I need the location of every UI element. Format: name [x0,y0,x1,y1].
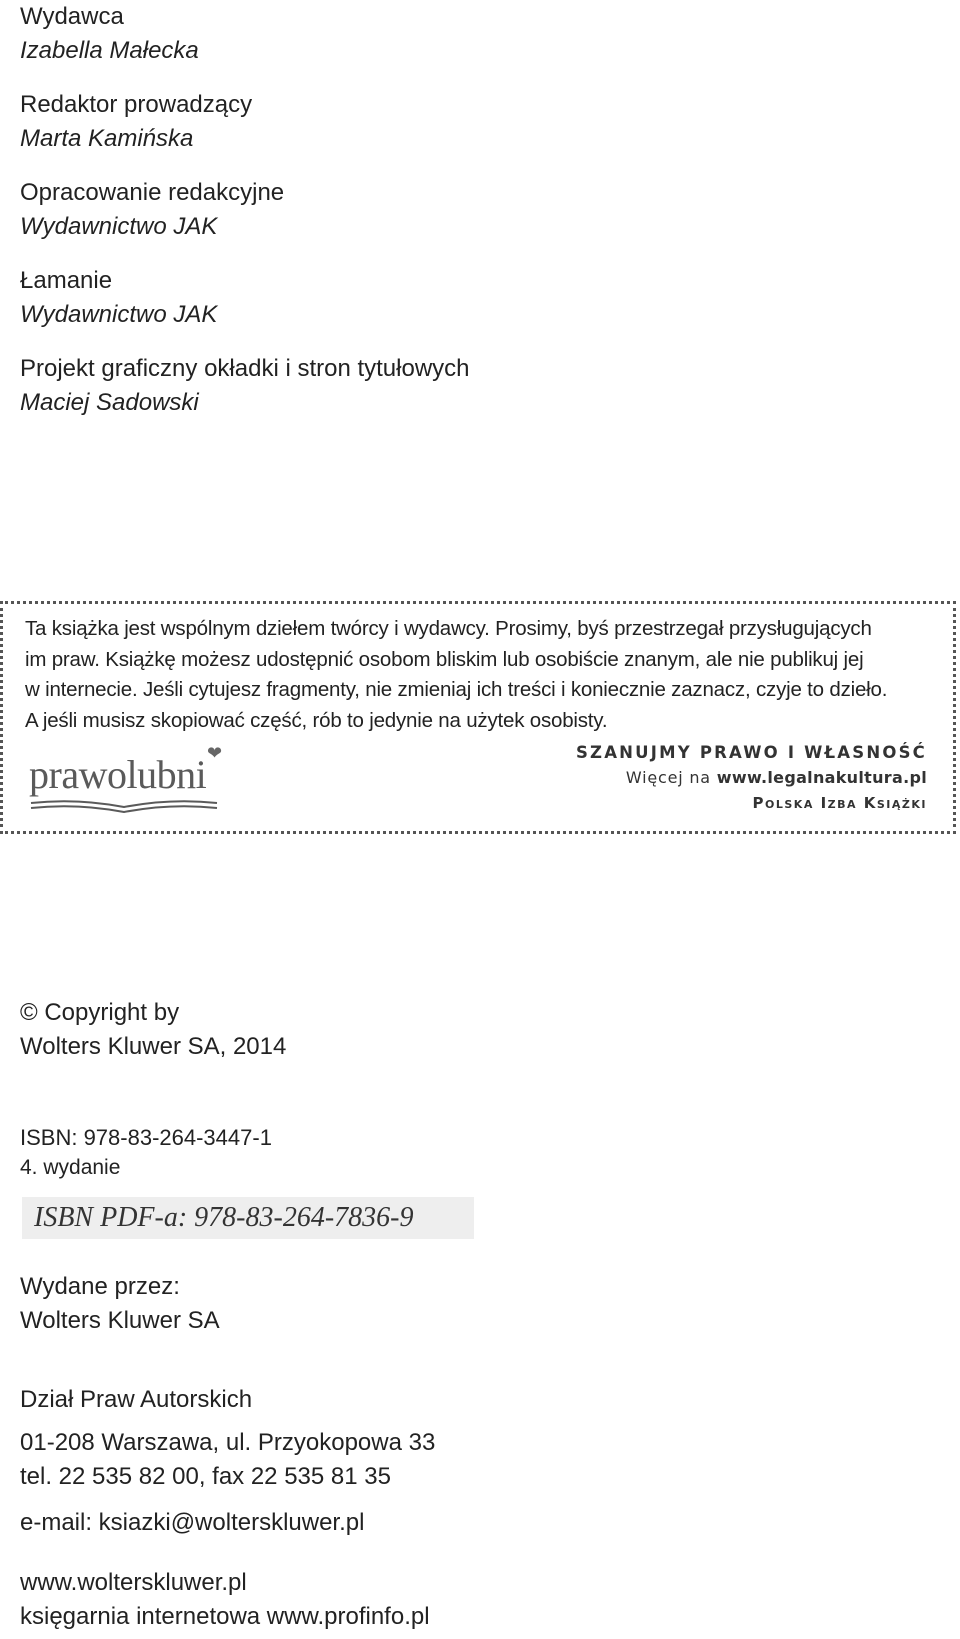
web-section [20,1566,430,1634]
notice-line: im praw. Książkę możesz udostępnić osobom bliskim lub osobiście znanym, ale nie publikuj jej [25,647,864,671]
credit-cover-design [20,352,920,420]
copyright-holder: Wolters Kluwer SA, 2014 [20,1033,287,1060]
copyright-notice-box [0,601,956,834]
copyright-line: © Copyright by [20,999,180,1026]
postal-address: 01-208 Warszawa, ul. Przyokopowa 33 [20,1429,436,1456]
campaign-slogan: SZANUJMY PRAWO I WŁASNOŚĆ [575,743,927,762]
more-prefix: Więcej na [625,768,711,787]
department-name: Dział Praw Autorskich [20,1386,253,1413]
phone-fax: tel. 22 535 82 00, fax 22 535 81 35 [20,1463,391,1490]
campaign-more-info [576,766,927,790]
notice-line: w internecie. Jeśli cytujesz fragmenty, nie zmieniaj ich treści i koniecznie zaznacz, czyje to dzieło. [25,678,888,701]
edition-number: 4. wydanie [20,1156,121,1179]
legal-culture-campaign [576,740,927,816]
online-bookstore-link[interactable]: księgarnia internetowa www.profinfo.pl [20,1603,430,1630]
credit-name: Izabella Małecka [20,37,199,64]
legal-culture-link[interactable]: www.legalnakultura.pl [716,768,927,787]
isbn-pdf: ISBN PDF-a: 978-83-264-7836-9 [22,1197,474,1239]
notice-line: A jeśli musisz skopiować część, rób to jedynie na użytek osobisty. [25,708,608,732]
credit-role: Projekt graficzny okładki i stron tytułowych [20,355,470,382]
rights-department [20,1383,252,1417]
email-section [20,1506,364,1540]
credit-name: Marta Kamińska [20,125,194,152]
prawolubni-logo [29,743,229,819]
heart-icon: ❤ [207,743,223,763]
credit-role: Wydawca [20,3,124,30]
book-chamber-name: Polska Izba Książki [752,794,927,812]
credit-role: Opracowanie redakcyjne [20,179,285,206]
credit-publisher [20,0,920,68]
credit-typesetting [20,264,920,332]
publisher-label: Wydane przez: [20,1273,180,1300]
publisher-name: Wolters Kluwer SA [20,1307,220,1334]
website-link[interactable]: www.wolterskluwer.pl [20,1569,247,1596]
credit-role: Redaktor prowadzący [20,91,253,118]
notice-line: Ta książka jest wspólnym dziełem twórcy i wydawcy. Prosimy, byś przestrzegał przysługujących [25,617,872,640]
open-book-icon [29,799,219,813]
email-address[interactable]: e-mail: ksiazki@wolterskluwer.pl [20,1509,365,1536]
credit-role: Łamanie [20,267,113,294]
logo-text: prawolubni [29,752,207,797]
credit-editing [20,176,920,244]
credit-lead-editor [20,88,920,156]
credit-name: Maciej Sadowski [20,389,199,416]
isbn-print: ISBN: 978-83-264-3447-1 [20,1125,272,1150]
copyright-section [20,996,286,1064]
address-section [20,1426,435,1494]
credit-name: Wydawnictwo JAK [20,213,218,240]
credits-section [20,0,920,420]
publisher-section [20,1270,220,1338]
notice-text [25,614,945,736]
credit-name: Wydawnictwo JAK [20,301,218,328]
isbn-section [20,1122,272,1182]
